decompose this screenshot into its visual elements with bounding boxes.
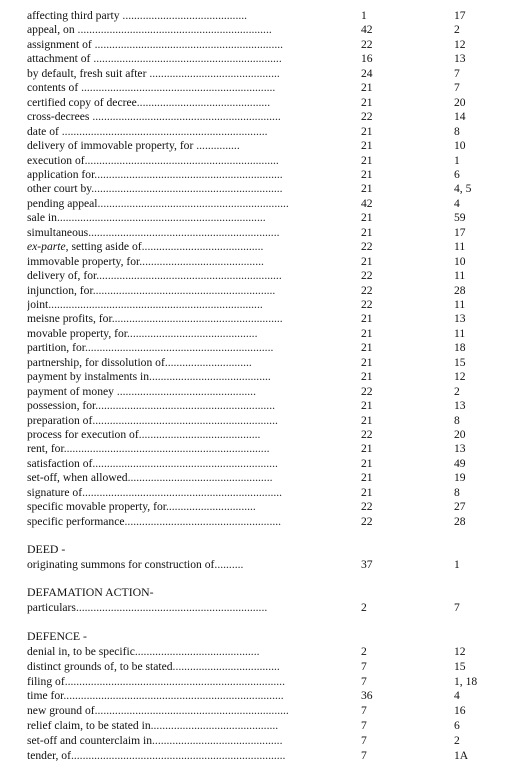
- entry-label: simultaneous: [27, 226, 89, 239]
- defamation-heading: DEFAMATION ACTION-: [27, 585, 154, 599]
- order-number: 21: [361, 356, 373, 369]
- index-entry: [0, 703, 525, 718]
- entry-label: sale in: [27, 211, 57, 224]
- leader-dots: ................................................: [113, 385, 256, 398]
- index-entry: [0, 196, 525, 211]
- index-entry: [0, 80, 525, 95]
- entry-label: movable property, for: [27, 327, 128, 340]
- index-entry: [0, 718, 525, 733]
- index-entry: [0, 355, 525, 370]
- order-number: 2: [361, 601, 367, 614]
- leader-dots: ..........: [214, 558, 244, 571]
- entry-text: [27, 22, 357, 37]
- entry-label: injunction, for: [27, 284, 93, 297]
- index-entry: [0, 600, 525, 615]
- entry-label: set-off and counterclaim in: [27, 734, 153, 747]
- rule-number: 2: [454, 385, 460, 398]
- index-entry: [0, 95, 525, 110]
- entry-label: particulars: [27, 601, 76, 614]
- order-number: 21: [361, 182, 373, 195]
- order-number: 1: [361, 9, 367, 22]
- leader-dots: ............................................................................: [64, 675, 285, 688]
- rule-number: 17: [454, 226, 466, 239]
- entry-label: by default, fresh suit after: [27, 67, 147, 80]
- rule-number: 13: [454, 399, 466, 412]
- order-number: 21: [361, 327, 373, 340]
- index-entry: [0, 283, 525, 298]
- entry-italic-text: ex-parte: [27, 240, 66, 253]
- entry-text: [27, 283, 357, 298]
- leader-dots: ..........................................: [149, 370, 271, 383]
- entry-label: partition, for: [27, 341, 85, 354]
- entry-label: meisne profits, for: [27, 312, 112, 325]
- order-number: 21: [361, 414, 373, 427]
- entry-label: appeal, on: [27, 23, 75, 36]
- entry-text: [27, 210, 357, 225]
- leader-dots: ...........................................................: [111, 312, 283, 325]
- entry-text: [27, 311, 357, 326]
- index-entry: [0, 66, 525, 81]
- entry-text: [27, 718, 357, 733]
- index-entry: [0, 557, 525, 572]
- entry-text: [27, 297, 357, 312]
- index-entry: [0, 181, 525, 196]
- index-entry: [0, 485, 525, 500]
- leader-dots: ...............................................................: [92, 284, 276, 297]
- order-number: 22: [361, 385, 373, 398]
- leader-dots: ..............................................: [136, 96, 271, 109]
- index-entry: [0, 441, 525, 456]
- leader-dots: ..................................................................: [97, 197, 289, 210]
- order-number: 21: [361, 457, 373, 470]
- entry-label: distinct grounds of, to be stated: [27, 660, 173, 673]
- leader-dots: .....................................................................: [82, 486, 283, 499]
- entry-label: satisfaction of: [27, 457, 93, 470]
- entry-text: [27, 153, 357, 168]
- rule-number: 1: [454, 154, 460, 167]
- rule-number: 2: [454, 734, 460, 747]
- leader-dots: ...............................: [165, 500, 256, 513]
- entry-label: , setting aside of: [65, 240, 142, 253]
- entry-text: [27, 268, 357, 283]
- index-entry: [0, 456, 525, 471]
- leader-dots: ..............................................................: [95, 399, 275, 412]
- leader-dots: .................................................................: [94, 168, 283, 181]
- order-number: 7: [361, 719, 367, 732]
- index-entry: [0, 499, 525, 514]
- index-entry: [0, 398, 525, 413]
- rule-number: 6: [454, 168, 460, 181]
- entry-text: [27, 37, 357, 52]
- index-entry: [0, 167, 525, 182]
- index-entry: [0, 51, 525, 66]
- index-entry: [0, 8, 525, 23]
- rule-number: 10: [454, 139, 466, 152]
- entry-text: [27, 688, 357, 703]
- entry-text: [27, 326, 357, 341]
- leader-dots: ............................................: [150, 719, 279, 732]
- entry-label: pending appeal: [27, 197, 98, 210]
- entry-text: [27, 748, 357, 763]
- index-entry: [0, 239, 525, 254]
- entry-text: [27, 514, 357, 529]
- entry-text: [27, 384, 357, 399]
- entry-text: [27, 80, 357, 95]
- order-number: 21: [361, 399, 373, 412]
- index-entry: [0, 254, 525, 269]
- leader-dots: .................................................................: [89, 110, 281, 123]
- order-number: 21: [361, 486, 373, 499]
- rule-number: 11: [454, 327, 466, 340]
- order-number: 22: [361, 269, 373, 282]
- leader-dots: ..............................: [164, 356, 252, 369]
- rule-number: 28: [454, 515, 466, 528]
- index-entry: [0, 674, 525, 689]
- index-entry: [0, 138, 525, 153]
- order-number: 22: [361, 515, 373, 528]
- entry-label: tender, of: [27, 749, 71, 762]
- order-number: 24: [361, 67, 373, 80]
- order-number: 7: [361, 749, 367, 762]
- order-number: 21: [361, 211, 373, 224]
- order-number: 22: [361, 500, 373, 513]
- entry-text: [27, 600, 357, 615]
- entry-label: possession, for: [27, 399, 96, 412]
- index-entry: [0, 659, 525, 674]
- entry-label: attachment of: [27, 52, 91, 65]
- entry-text: [27, 413, 357, 428]
- entry-text: [27, 167, 357, 182]
- entry-label: signature of: [27, 486, 83, 499]
- rule-number: 8: [454, 486, 460, 499]
- entry-label: certified copy of decree: [27, 96, 137, 109]
- rule-number: 11: [454, 298, 466, 311]
- entry-label: delivery of, for: [27, 269, 97, 282]
- index-entry: [0, 210, 525, 225]
- entry-text: [27, 456, 357, 471]
- entry-text: [27, 733, 357, 748]
- leader-dots: ..................................................: [127, 471, 273, 484]
- rule-number: 1A: [454, 749, 469, 762]
- leader-dots: ...............: [193, 139, 240, 152]
- entry-text: [27, 124, 357, 139]
- rule-number: 11: [454, 240, 466, 253]
- index-entry: [0, 644, 525, 659]
- entry-label: filing of: [27, 675, 65, 688]
- rule-number: 20: [454, 428, 466, 441]
- leader-dots: .............................................: [146, 67, 280, 80]
- entry-text: [27, 499, 357, 514]
- index-entry: [0, 340, 525, 355]
- entry-text: [27, 470, 357, 485]
- index-entry: [0, 369, 525, 384]
- rule-number: 1, 18: [454, 675, 478, 688]
- order-number: 7: [361, 704, 367, 717]
- entry-text: [27, 674, 357, 689]
- leader-dots: ...........................................: [139, 255, 264, 268]
- entry-text: [27, 95, 357, 110]
- rule-number: 20: [454, 96, 466, 109]
- rule-number: 49: [454, 457, 466, 470]
- index-entry: [0, 109, 525, 124]
- index-entry: [0, 413, 525, 428]
- entry-text: [27, 485, 357, 500]
- leader-dots: .......................................................................: [58, 125, 268, 138]
- order-number: 22: [361, 110, 373, 123]
- entry-text: [27, 340, 357, 355]
- entry-label: delivery of immovable property, for: [27, 139, 194, 152]
- rule-number: 10: [454, 255, 466, 268]
- leader-dots: ..................................................................: [91, 182, 283, 195]
- rule-number: 12: [454, 370, 466, 383]
- index-entry: [0, 268, 525, 283]
- index-entry: [0, 514, 525, 529]
- rule-number: 4: [454, 197, 460, 210]
- index-entry: [0, 225, 525, 240]
- leader-dots: .............................................: [152, 734, 283, 747]
- entry-text: [27, 8, 357, 23]
- order-number: 16: [361, 52, 373, 65]
- entry-label: joint: [27, 298, 49, 311]
- order-number: 21: [361, 125, 373, 138]
- order-number: 21: [361, 471, 373, 484]
- leader-dots: ..........................................................................: [70, 749, 286, 762]
- entry-text: [27, 557, 357, 572]
- entry-text: [27, 51, 357, 66]
- entry-label: relief claim, to be stated in: [27, 719, 151, 732]
- index-entry: [0, 297, 525, 312]
- rule-number: 8: [454, 125, 460, 138]
- index-entry: [0, 733, 525, 748]
- entry-label: date of: [27, 125, 59, 138]
- order-number: 21: [361, 442, 373, 455]
- entry-text: [27, 644, 357, 659]
- order-number: 22: [361, 240, 373, 253]
- entry-label: immovable property, for: [27, 255, 140, 268]
- entry-label: rent, for: [27, 442, 64, 455]
- entry-text: [27, 398, 357, 413]
- rule-number: 2: [454, 23, 460, 36]
- order-number: 7: [361, 660, 367, 673]
- entry-text: [27, 355, 357, 370]
- entry-text: [27, 66, 357, 81]
- order-number: 7: [361, 675, 367, 688]
- entry-text: [27, 225, 357, 240]
- index-entry: [0, 37, 525, 52]
- entry-label: time for: [27, 689, 64, 702]
- rule-number: 11: [454, 269, 466, 282]
- rule-number: 15: [454, 356, 466, 369]
- rule-number: 28: [454, 284, 466, 297]
- leader-dots: ................................................................: [92, 457, 278, 470]
- index-entry: [0, 153, 525, 168]
- order-number: 21: [361, 370, 373, 383]
- entry-label: execution of: [27, 154, 85, 167]
- leader-dots: .................................................................: [91, 38, 284, 51]
- entry-label: application for: [27, 168, 95, 181]
- order-number: 37: [361, 558, 373, 571]
- rule-number: 12: [454, 645, 466, 658]
- order-number: 21: [361, 168, 373, 181]
- entry-text: [27, 254, 357, 269]
- order-number: 42: [361, 23, 373, 36]
- leader-dots: ............................................................................: [63, 689, 284, 702]
- order-number: 21: [361, 226, 373, 239]
- leader-dots: ...........................................: [134, 645, 260, 658]
- leader-dots: .................................................................: [84, 341, 274, 354]
- entry-label: specific performance: [27, 515, 125, 528]
- entry-label: specific movable property, for: [27, 500, 166, 513]
- order-number: 36: [361, 689, 373, 702]
- order-number: 22: [361, 298, 373, 311]
- entry-label: set-off, when allowed: [27, 471, 128, 484]
- leader-dots: ..................................................................: [88, 226, 280, 239]
- order-number: 7: [361, 734, 367, 747]
- rule-number: 13: [454, 442, 466, 455]
- rule-number: 15: [454, 660, 466, 673]
- index-entry: [0, 748, 525, 763]
- defence-heading: DEFENCE -: [27, 629, 87, 643]
- order-number: 2: [361, 645, 367, 658]
- leader-dots: ................................................................: [92, 414, 278, 427]
- leader-dots: .............................................: [127, 327, 258, 340]
- entry-label: contents of: [27, 81, 79, 94]
- entry-text: [27, 369, 357, 384]
- entry-label: partnership, for dissolution of: [27, 356, 165, 369]
- rule-number: 16: [454, 704, 466, 717]
- order-number: 21: [361, 312, 373, 325]
- rule-number: 27: [454, 500, 466, 513]
- leader-dots: ..................................................................: [75, 601, 268, 614]
- rule-number: 14: [454, 110, 466, 123]
- entry-text: [27, 196, 357, 211]
- rule-number: 8: [454, 414, 460, 427]
- entry-text: [27, 181, 357, 196]
- order-number: 21: [361, 81, 373, 94]
- entry-label: preparation of: [27, 414, 93, 427]
- leader-dots: ...........................................: [119, 9, 248, 22]
- rule-number: 7: [454, 81, 460, 94]
- order-number: 22: [361, 38, 373, 51]
- order-number: 22: [361, 428, 373, 441]
- rule-number: 4: [454, 689, 460, 702]
- index-entry: [0, 326, 525, 341]
- leader-dots: ...................................................................: [74, 23, 272, 36]
- entry-text: [27, 659, 357, 674]
- leader-dots: ...................................................................: [94, 704, 289, 717]
- rule-number: 19: [454, 471, 466, 484]
- entry-label: assignment of: [27, 38, 92, 51]
- rule-number: 17: [454, 9, 466, 22]
- leader-dots: ...................................................................: [78, 81, 276, 94]
- leader-dots: ........................................................................: [56, 211, 266, 224]
- rule-number: 13: [454, 312, 466, 325]
- leader-dots: ................................................................: [96, 269, 282, 282]
- leader-dots: .....................................: [172, 660, 280, 673]
- order-number: 21: [361, 139, 373, 152]
- entry-label: affecting third party: [27, 9, 120, 22]
- index-entry: [0, 22, 525, 37]
- leader-dots: ......................................................: [124, 515, 282, 528]
- order-number: 42: [361, 197, 373, 210]
- deed-heading: DEED -: [27, 542, 66, 556]
- rule-number: 1: [454, 558, 460, 571]
- entry-label: new ground of: [27, 704, 95, 717]
- rule-number: 6: [454, 719, 460, 732]
- leader-dots: .......................................................................: [63, 442, 270, 455]
- leader-dots: .................................................................: [90, 52, 282, 65]
- entry-label: process for execution of: [27, 428, 139, 441]
- order-number: 21: [361, 341, 373, 354]
- entry-label: cross-decrees: [27, 110, 90, 123]
- entry-label: originating summons for construction of: [27, 558, 215, 571]
- index-entry: [0, 688, 525, 703]
- order-number: 21: [361, 154, 373, 167]
- entry-text: [27, 703, 357, 718]
- rule-number: 12: [454, 38, 466, 51]
- rule-number: 13: [454, 52, 466, 65]
- index-entry: [0, 124, 525, 139]
- index-entry: [0, 311, 525, 326]
- order-number: 21: [361, 96, 373, 109]
- entry-text: [27, 427, 357, 442]
- index-entry: [0, 384, 525, 399]
- entry-label: payment of money: [27, 385, 114, 398]
- index-entry: [0, 470, 525, 485]
- order-number: 21: [361, 255, 373, 268]
- leader-dots: ..........................................................................: [48, 298, 263, 311]
- rule-number: 18: [454, 341, 466, 354]
- entry-label: payment by instalments in: [27, 370, 150, 383]
- rule-number: 7: [454, 67, 460, 80]
- entry-label: other court by: [27, 182, 92, 195]
- rule-number: 7: [454, 601, 460, 614]
- leader-dots: ..........................................: [138, 428, 261, 441]
- entry-text: [27, 441, 357, 456]
- index-entry: [0, 427, 525, 442]
- rule-number: 4, 5: [454, 182, 472, 195]
- entry-label: denial in, to be specific: [27, 645, 135, 658]
- entry-text: [27, 138, 357, 153]
- leader-dots: ..........................................: [141, 240, 264, 253]
- leader-dots: ...................................................................: [84, 154, 279, 167]
- rule-number: 59: [454, 211, 466, 224]
- entry-text: [27, 239, 357, 254]
- order-number: 22: [361, 284, 373, 297]
- entry-text: [27, 109, 357, 124]
